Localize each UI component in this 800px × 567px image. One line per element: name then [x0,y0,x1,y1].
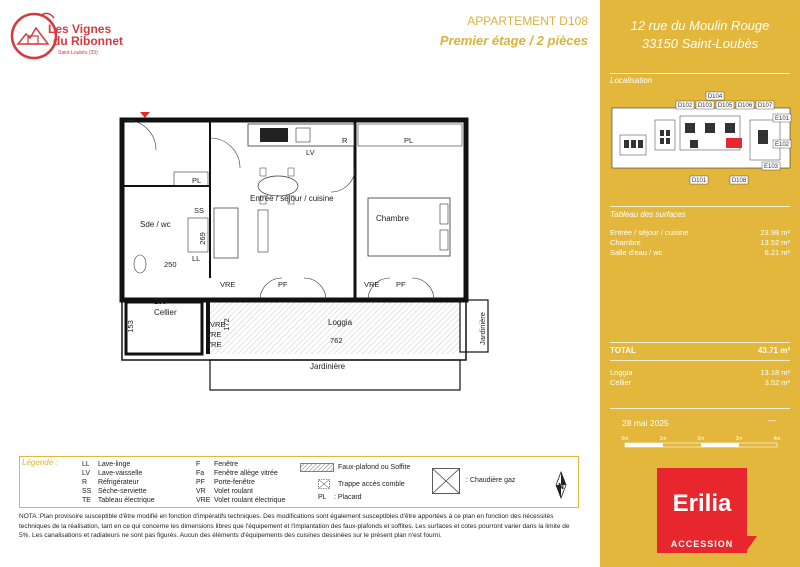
unit-label: D105 [717,103,733,109]
legend-item [82,461,130,468]
legend-code: LL [82,461,90,468]
legend-item [82,497,155,504]
scale-label: 0m [621,436,629,442]
legend-label: Réfrigérateur [97,479,139,486]
surface-row [610,228,790,237]
code-vre-5: VRE [210,320,226,329]
floor-plan [110,108,500,398]
apartment-subtitle: Premier étage / 2 pièces [439,33,588,48]
surfaces-title: Tableau des surfaces [610,210,686,219]
legend-item [196,479,255,486]
logo-line-3: Saint-Loubès (33) [58,50,98,56]
divider [610,206,790,207]
legend-label: Sèche-serviette [97,488,147,495]
scale-label: 2m [697,436,705,442]
unit-label: D103 [697,103,713,109]
compass-icon [546,470,576,500]
unit-label: D101 [691,178,707,184]
plan-date: 28 mai 2025 [622,418,669,428]
jardiniere-side: Jardinière [477,312,487,345]
legend-label: Volet roulant [214,488,253,495]
floor-plan-drawing [110,108,500,398]
address-line-2: 33150 Saint-Loubès [641,36,759,51]
scale-label: 1m [659,436,667,442]
unit-label: E102 [774,142,790,148]
surface-value: 6.21 m² [764,248,790,257]
unit-label: D108 [731,178,747,184]
code-vre-3: VRE [206,330,222,339]
brand-corner [745,536,757,553]
erilia-logo [657,468,747,536]
legend-label: Trappe accès comble [338,481,405,488]
divider [610,73,790,74]
code-ll: LL [192,254,201,263]
unit-label: D106 [737,103,753,109]
legend-label: Faux-plafond ou Soffite [338,464,411,471]
trappe-icon [318,479,330,489]
jardiniere-bottom: Jardinière [310,362,346,371]
location-map [610,90,792,190]
legend-label: Placard [337,494,362,501]
code-pl-top: PL [404,136,414,145]
divider [610,360,790,361]
info-panel [600,0,800,567]
legend-item: PL : Placard [318,494,362,501]
room-cellier: Cellier [154,308,177,317]
legend-code: VRE [196,497,211,504]
legend-code: F [196,461,201,468]
dim-269: 269 [197,232,207,245]
dim-230: 230 [154,297,167,306]
legend-item [196,470,278,477]
code-r: R [342,136,348,145]
dim-172: 172 [221,318,231,331]
legend-code: VR [196,488,206,495]
apartment-title: APPARTEMENT D108 [467,14,588,28]
unit-label: E101 [774,116,790,122]
code-pf-2: PF [396,280,406,289]
date-dash: — [768,416,776,425]
legend-code: Fa [196,470,205,477]
logo-line-1: Les Vignes [48,22,112,36]
logo-line-2: du Ribonnet [53,34,123,48]
divider [610,408,790,409]
surface-value: 13.52 m² [760,238,790,247]
legend-label: Fenêtre allège vitrée [214,470,278,477]
disclaimer-note: NOTA :Plan provisoire susceptible d'être modifié en fonction d'impératifs techniques. Des modifications sont également susceptibles d'être apportées à ce plan en fonction des nécessités techniques de la réalisation, tant en ce qui concerne les dimensions libres que l'équipement et l'implantation des faux-plafonds et soffites. Les surfaces et cotes pourront varier dans la limite de 5%. Les canalisations et radiateurs ne sont pas figurés. Aucun des éléments d'équipements des cuisines dessinées sur le présent plan n'est fourni. [19,513,570,539]
surface-value: 23.98 m² [760,228,790,237]
legend-code: LV [82,470,91,477]
code-ss: SS [194,206,205,215]
room-loggia: Loggia [328,318,353,327]
dim-250: 250 [164,260,177,269]
dim-762: 762 [330,336,343,345]
scale-label: 3m [735,436,743,442]
scale-label: 4m [773,436,781,442]
dim-153: 153 [125,320,135,333]
legend-label: Lave-vaisselle [97,470,143,477]
surface-total [610,346,790,355]
legend-item [82,470,142,477]
code-vre-2: VRE [364,280,380,289]
brand-name: Erilia [672,490,732,517]
legend-label: Fenêtre [214,461,239,468]
chaudiere-icon [432,468,460,494]
total-value: 43.71 m² [757,346,790,355]
scale-bar [620,432,785,452]
localisation-title: Localisation [610,76,653,85]
code-vre-4: VRE [206,340,222,349]
surface-label: Entrée / séjour / cuisine [610,228,689,237]
surface-label: Salle d'eau / wc [610,248,663,257]
legend-code: SS [82,488,92,495]
faux-plafond-hatch-icon [300,463,334,472]
legend-item [196,461,238,468]
compass-label: N [558,482,564,491]
divider [610,342,790,343]
room-sejour: Entrée / séjour / cuisine [250,194,334,203]
code-lv: LV [306,148,315,157]
unit-label: E103 [763,164,779,170]
legend-title: Légende : [22,458,58,467]
logo [8,6,123,62]
extra-row [610,368,790,377]
extra-row [610,378,790,387]
legend-label: Porte-fenêtre [214,479,255,486]
extra-label: Loggia [610,368,633,377]
code-pl-left: PL [192,176,202,185]
legend-item [82,479,139,486]
surface-row [610,238,790,247]
legend-chaudiere: : Chaudière gaz [466,477,516,484]
unit-label: D107 [757,103,773,109]
legend-label: Tableau électrique [97,497,155,504]
legend-item [338,464,410,471]
code-pf-1: PF [278,280,288,289]
extra-value: 3.52 m² [764,378,790,387]
code-vre-1: VRE [220,280,236,289]
total-label: TOTAL [610,346,636,355]
surface-label: Chambre [610,238,641,247]
extra-value: 13.18 m² [760,368,790,377]
address-line-1: 12 rue du Moulin Rouge [630,18,770,33]
unit-label: D102 [677,103,693,109]
legend-item [338,481,405,488]
surface-row [610,248,790,257]
legend-label: Lave-linge [97,461,131,468]
legend-item [196,497,285,504]
legend-item [82,488,147,495]
brand-tag: ACCESSION [657,536,747,553]
extra-label: Cellier [610,378,632,387]
legend-code: PL [318,494,327,501]
legend-code: TE [82,497,91,504]
legend-item [196,488,253,495]
legend-code: PF [196,479,205,486]
room-sde: Sde / wc [140,220,171,229]
legend-code: R [82,479,88,486]
unit-label: D104 [707,94,723,100]
legend-label: Volet roulant électrique [214,497,286,504]
room-chambre: Chambre [376,214,409,223]
